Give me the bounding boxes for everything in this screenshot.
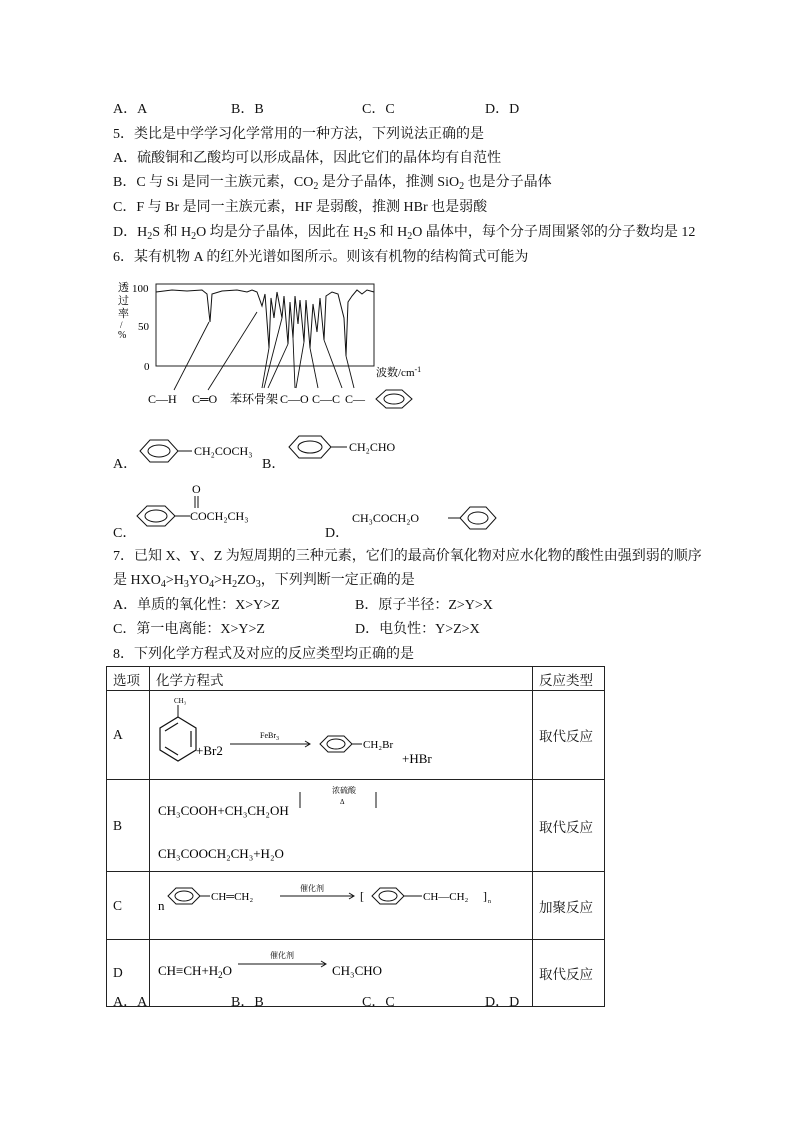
q8-option-d: D．D: [485, 995, 520, 1010]
svg-text:催化剂: 催化剂: [270, 951, 294, 960]
row-b-type: 取代反应: [533, 780, 605, 872]
table-row: [107, 691, 605, 780]
row-c-equation-svg: [150, 872, 530, 935]
svg-text:[: [: [360, 889, 364, 903]
q8-options: [113, 993, 519, 1013]
benzene-ring-icon: [460, 507, 496, 529]
peak-label-cc: C—C: [312, 392, 341, 406]
svg-text:CH—CH₂: CH—CH₂: [423, 891, 469, 903]
peak-label-benzene: 苯环骨架: [230, 392, 279, 406]
row-a-option: A: [107, 691, 150, 780]
svg-text:CH₃COOCH₂CH₃+H₂O: CH₃COOCH₂CH₃+H₂O: [158, 846, 284, 861]
q5-option-d: D．$H_2S$ 和 $H_2O$ 均是分子晶体，因此在 $H_2S$ 和 $H_2O$ 晶体中，每个分子周围紧邻的分子数均是 12: [113, 225, 696, 242]
q7-option-d: D．电负性：Y>Z>X: [355, 622, 480, 637]
q8-option-b: B．B: [231, 995, 264, 1010]
spectrum-curve: [156, 290, 374, 356]
svg-text:CH₂CHO: CH₂CHO: [349, 440, 396, 454]
ylabel-char-4: %: [118, 330, 127, 341]
svg-text:CH₃COCH₂O: CH₃COCH₂O: [352, 511, 420, 525]
row-b-equation: [150, 780, 533, 872]
peak-pointers: [174, 312, 354, 390]
svg-text:+Br2: +Br2: [196, 743, 223, 758]
q4-option-a: A．A: [113, 102, 148, 117]
row-a-equation-svg: [150, 691, 530, 775]
q6-option-c-structure: [135, 480, 275, 530]
svg-text:n: n: [158, 898, 165, 913]
svg-text:CH₃COOH+CH₃CH₂OH: CH₃COOH+CH₃CH₂OH: [158, 803, 289, 818]
q8-option-a: A．A: [113, 995, 148, 1010]
q6-option-d-label: D．: [325, 526, 350, 541]
peak-label-co: C—O: [280, 392, 309, 406]
xlabel: 波数$/cm^{-1}$: [376, 365, 422, 379]
row-a-type: 取代反应: [533, 691, 605, 780]
q6-option-b-label: B．: [262, 457, 286, 472]
toluene-ring-icon: [160, 717, 196, 761]
peak-label-co-double: C═O: [192, 392, 218, 406]
row-b-equation-svg: [150, 780, 530, 867]
q5-option-b: B．C 与 Si 是同一主族元素，$CO_2$ 是分子晶体，推测 SiO$_2$ 也是分子晶体: [113, 175, 552, 192]
svg-text:FeBr3: FeBr$_3$: [260, 731, 279, 742]
ytick-50: 50: [138, 321, 149, 333]
q6-option-a-label: A．: [113, 457, 138, 472]
row-c-equation: [150, 872, 533, 940]
benzene-ring-icon: [372, 888, 404, 904]
row-c-type: 加聚反应: [533, 872, 605, 940]
q8-option-c: C．C: [362, 995, 395, 1010]
q7-option-c: C．第一电离能：X>Y>Z: [113, 622, 265, 637]
header-equation: 化学方程式: [150, 667, 533, 691]
table-header-row: [107, 667, 605, 691]
benzene-ring-icon: [140, 440, 178, 462]
q6-option-d-structure: [350, 500, 500, 534]
svg-text:CH≡CH+H2O: $CH\equiv CH+H_2O$: [158, 963, 233, 980]
ytick-0: 0: [144, 361, 150, 373]
q4-option-c: C．C: [362, 102, 395, 117]
q6-stem: 6．某有机物 A 的红外光谱如图所示。则该有机物的结构简式可能为: [113, 250, 529, 265]
svg-text:CH₂Br: CH₂Br: [363, 739, 394, 751]
svg-text:Δ: Δ: [340, 798, 345, 806]
ylabel-char-1: 透: [118, 282, 129, 294]
svg-text:]: ]: [483, 889, 487, 903]
q4-options: [113, 100, 519, 120]
svg-text:+HBr: +HBr: [402, 751, 432, 766]
row-b-option: B: [107, 780, 150, 872]
peak-label-c-ph: C—: [345, 392, 366, 406]
svg-text:n: n: [488, 899, 491, 905]
svg-text:CH═CH₂: CH═CH₂: [211, 891, 254, 903]
q4-option-b: B．B: [231, 102, 264, 117]
ir-spectrum-figure: [112, 278, 442, 418]
q6-option-a-structure: [138, 434, 268, 468]
svg-text:CH₃CHO: CH₃CHO: [332, 963, 383, 978]
row-c-option: C: [107, 872, 150, 940]
svg-text:CH₂COCH₃: CH₂COCH₃: [194, 444, 253, 458]
q7-stem-line1: 7．已知 X、Y、Z 为短周期的三种元素，它们的最高价氧化物对应水化物的酸性由强到弱的顺序: [113, 549, 702, 564]
q4-option-d: D．D: [485, 102, 520, 117]
peak-label-ch: C—H: [148, 392, 177, 406]
benzene-ring-icon: [376, 390, 412, 408]
row-d-type: 取代反应: [533, 940, 605, 1007]
table-row: [107, 780, 605, 872]
benzene-ring-icon: [168, 888, 200, 904]
svg-text:浓硫酸: 浓硫酸: [332, 786, 356, 795]
q5-option-a: A．硫酸铜和乙酸均可以形成晶体，因此它们的晶体均有自范性: [113, 151, 502, 166]
svg-text:O: O: [192, 482, 201, 496]
q7-option-a: A．单质的氧化性：X>Y>Z: [113, 598, 280, 613]
svg-text:催化剂: 催化剂: [300, 884, 324, 893]
svg-text:COCH₂CH₃: COCH₂CH₃: [190, 509, 249, 523]
row-d-option: D: [107, 940, 150, 1007]
benzene-ring-icon: [320, 736, 352, 752]
ylabel-char-2: 过: [118, 295, 129, 307]
table-row: [107, 872, 605, 940]
q7-stem-line2: 是 $HXO_4>H_3YO_4>H_2ZO_3$，下列判断一定正确的是: [113, 573, 415, 590]
q5-stem: 5．类比是中学学习化学常用的一种方法，下列说法正确的是: [113, 127, 484, 142]
q6-option-c-label: C．: [113, 526, 137, 541]
benzene-ring-icon: [289, 436, 331, 458]
q7-option-b: B．原子半径：Z>Y>X: [355, 598, 493, 613]
q5-option-c: C．F 与 Br 是同一主族元素，HF 是弱酸，推测 HBr 也是弱酸: [113, 200, 488, 215]
q8-stem: 8．下列化学方程式及对应的反应类型均正确的是: [113, 647, 414, 662]
row-a-equation: [150, 691, 533, 780]
q6-option-b-structure: [287, 430, 417, 464]
svg-text:CH₃: CH₃: [174, 697, 187, 705]
benzene-ring-icon: [137, 506, 175, 526]
ylabel-slash: /: [120, 320, 123, 330]
header-option: 选项: [107, 667, 150, 691]
header-type: 反应类型: [533, 667, 605, 691]
ylabel-char-3: 率: [118, 308, 129, 320]
q8-table: [106, 666, 605, 1007]
ytick-100: 100: [132, 283, 149, 295]
